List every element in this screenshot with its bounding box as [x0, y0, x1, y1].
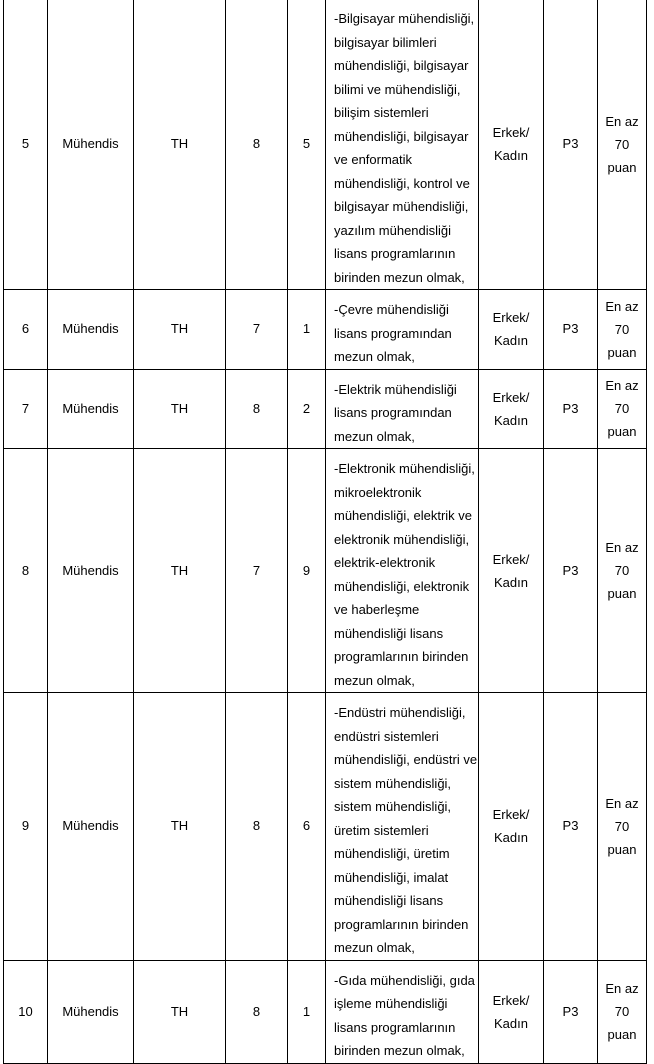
position-level: 8: [226, 693, 288, 961]
qualification-line: lisans programlarının: [334, 1019, 456, 1035]
min-score-line: puan: [607, 841, 637, 857]
qualification-line: programlarının birinden: [334, 649, 469, 664]
qualification-line: mühendisliği, imalat: [334, 869, 449, 885]
qualification-line: sistem mühendisliği,: [334, 775, 452, 791]
qualification-line: birinden mezun olmak,: [334, 269, 465, 285]
position-title: Mühendis: [48, 0, 134, 290]
positions-table: [3, 0, 647, 1064]
position-count: 1: [288, 960, 326, 1063]
position-count: 5: [288, 0, 326, 290]
qualification-line: mühendisliği, bilgisayar: [334, 128, 469, 144]
qualification-line: bilgisayar mühendisliği,: [334, 199, 469, 214]
qualification-line: -Elektronik mühendisliği,: [334, 461, 475, 476]
min-score-line: En az: [605, 795, 639, 811]
qualification-line: ve enformatik: [334, 152, 413, 167]
qualification-line: -Çevre mühendisliği: [334, 302, 449, 317]
position-level: 8: [226, 0, 288, 290]
position-title: Mühendis: [48, 960, 134, 1063]
min-score-line: 70: [614, 136, 630, 152]
qualification-line: -Bilgisayar mühendisliği,: [334, 11, 475, 26]
table-row: [4, 0, 647, 290]
table-row: [4, 449, 647, 693]
position-code: TH: [134, 0, 226, 290]
position-title: Mühendis: [48, 290, 134, 370]
qualification-cell: [326, 0, 479, 290]
gender-line: Erkek/: [492, 992, 530, 1008]
min-score-line: puan: [607, 344, 637, 360]
qualification-line: programlarının birinden: [334, 916, 469, 932]
qualification-line: mikroelektronik: [334, 484, 422, 500]
min-score-cell: [598, 290, 647, 370]
qualification-line: mühendisliği, bilgisayar: [334, 58, 469, 73]
qualification-line: sistem mühendisliği,: [334, 799, 452, 814]
gender-line: Kadın: [494, 574, 528, 590]
row-number: 5: [4, 0, 48, 290]
position-level: 7: [226, 290, 288, 370]
qualification-line: bilimi ve mühendisliği,: [334, 81, 461, 97]
qualification-cell: [326, 290, 479, 370]
min-score-line: 70: [614, 1004, 630, 1019]
min-score-line: En az: [605, 298, 639, 314]
row-number: 10: [4, 960, 48, 1063]
qualification-line: -Elektrik mühendisliği: [334, 381, 457, 397]
qualification-line: endüstri sistemleri: [334, 728, 439, 744]
gender-line: Kadın: [494, 830, 528, 846]
position-code: TH: [134, 369, 226, 449]
qualification-line: yazılım mühendisliği: [334, 222, 452, 238]
qualification-line: işleme mühendisliği: [334, 996, 448, 1011]
table-body: [4, 0, 647, 1063]
qualification-line: -Endüstri mühendisliği,: [334, 705, 466, 720]
min-score-line: 70: [614, 818, 630, 834]
gender-cell: [479, 960, 544, 1063]
qualification-line: mühendisliği, endüstri ve: [334, 752, 478, 767]
qualification-line: mühendisliği, elektronik: [334, 578, 470, 594]
min-score-cell: [598, 693, 647, 961]
min-score-line: En az: [605, 113, 639, 129]
table-row: [4, 693, 647, 961]
min-score-line: puan: [607, 159, 637, 175]
table-row: [4, 290, 647, 370]
qualification-line: lisans programından: [334, 405, 452, 420]
position-level: 7: [226, 449, 288, 693]
position-title: Mühendis: [48, 369, 134, 449]
gender-line: Erkek/: [492, 125, 530, 140]
gender-cell: [479, 449, 544, 693]
min-score-cell: [598, 960, 647, 1063]
position-count: 1: [288, 290, 326, 370]
position-count: 6: [288, 693, 326, 961]
row-number: 7: [4, 369, 48, 449]
qualification-line: mühendisliği lisans: [334, 893, 444, 908]
table-row: [4, 960, 647, 1063]
qualification-line: mühendisliği lisans: [334, 625, 444, 641]
min-score-line: En az: [605, 981, 639, 996]
qualification-line: elektrik-elektronik: [334, 555, 436, 570]
position-code: TH: [134, 449, 226, 693]
min-score-line: En az: [605, 378, 639, 394]
gender-line: Erkek/: [492, 551, 530, 567]
min-score-line: 70: [614, 401, 630, 417]
qualification-line: mühendisliği, üretim: [334, 846, 450, 861]
row-number: 6: [4, 290, 48, 370]
position-code: TH: [134, 693, 226, 961]
min-score-cell: [598, 0, 647, 290]
score-type: P3: [544, 960, 598, 1063]
min-score-line: 70: [614, 321, 630, 337]
qualification-cell: [326, 960, 479, 1063]
gender-line: Erkek/: [492, 389, 530, 405]
row-number: 9: [4, 693, 48, 961]
gender-cell: [479, 290, 544, 370]
position-count: 2: [288, 369, 326, 449]
score-type: P3: [544, 449, 598, 693]
position-count: 9: [288, 449, 326, 693]
qualification-line: lisans programlarının: [334, 246, 456, 261]
score-type: P3: [544, 693, 598, 961]
score-type: P3: [544, 290, 598, 370]
min-score-cell: [598, 449, 647, 693]
qualification-line: bilgisayar bilimleri: [334, 34, 437, 50]
qualification-cell: [326, 693, 479, 961]
position-level: 8: [226, 960, 288, 1063]
min-score-line: puan: [607, 586, 637, 601]
gender-cell: [479, 0, 544, 290]
qualification-line: birinden mezun olmak,: [334, 1043, 465, 1058]
qualification-line: lisans programından: [334, 325, 452, 341]
qualification-line: mezun olmak,: [334, 940, 415, 955]
min-score-line: En az: [605, 540, 639, 555]
qualification-line: elektronik mühendisliği,: [334, 531, 470, 547]
gender-line: Kadın: [494, 333, 528, 349]
min-score-cell: [598, 369, 647, 449]
min-score-line: puan: [607, 424, 637, 440]
qualification-line: ve haberleşme: [334, 602, 420, 617]
position-level: 8: [226, 369, 288, 449]
score-type: P3: [544, 0, 598, 290]
qualification-line: mühendisliği, elektrik ve: [334, 508, 473, 523]
position-title: Mühendis: [48, 449, 134, 693]
row-number: 8: [4, 449, 48, 693]
gender-line: Kadın: [494, 412, 528, 428]
qualification-line: mühendisliği, kontrol ve: [334, 175, 470, 191]
gender-line: Kadın: [494, 1015, 528, 1031]
position-code: TH: [134, 960, 226, 1063]
qualification-line: mezun olmak,: [334, 428, 415, 444]
qualification-line: bilişim sistemleri: [334, 105, 429, 120]
score-type: P3: [544, 369, 598, 449]
gender-line: Erkek/: [492, 310, 530, 326]
min-score-line: puan: [607, 1027, 637, 1042]
qualification-cell: [326, 369, 479, 449]
position-title: Mühendis: [48, 693, 134, 961]
table-row: [4, 369, 647, 449]
gender-cell: [479, 369, 544, 449]
qualification-line: mezun olmak,: [334, 672, 415, 688]
gender-line: Erkek/: [492, 807, 530, 823]
min-score-line: 70: [614, 563, 630, 578]
gender-cell: [479, 693, 544, 961]
qualification-line: mezun olmak,: [334, 349, 415, 364]
qualification-cell: [326, 449, 479, 693]
qualification-line: -Gıda mühendisliği, gıda: [334, 972, 475, 988]
gender-line: Kadın: [494, 148, 528, 163]
position-code: TH: [134, 290, 226, 370]
qualification-line: üretim sistemleri: [334, 822, 429, 838]
